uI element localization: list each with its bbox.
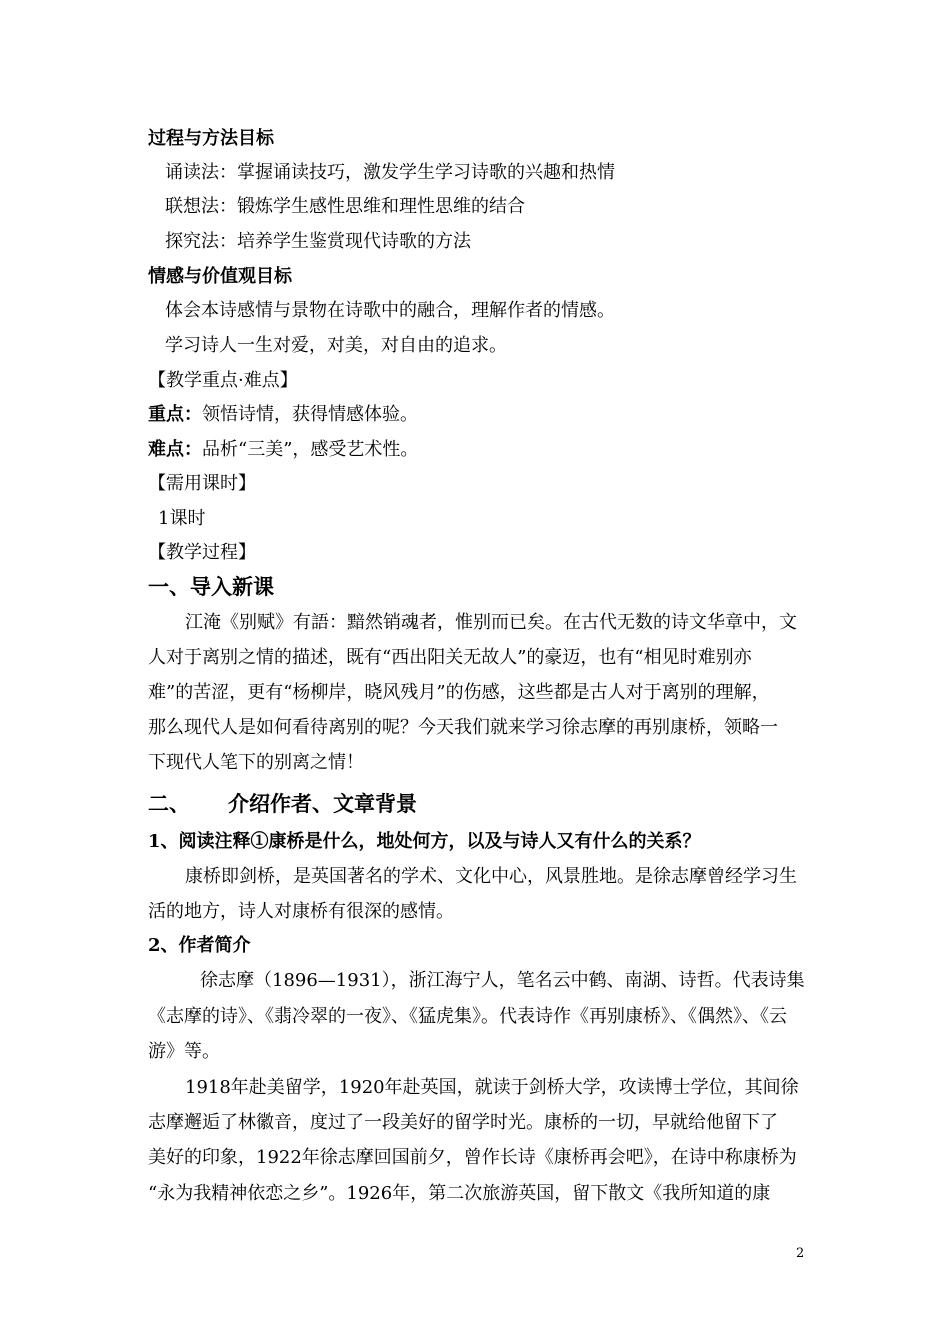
page-number: 2 <box>796 1246 805 1261</box>
intro-line-5: 下现代人笔下的别离之情！ <box>148 752 364 773</box>
process-header: 【教学过程】 <box>148 542 256 563</box>
intro-line-3: 难”的苦涩，更有“杨柳岸，晓风残月”的伤感，这些都是古人对于离别的理解， <box>148 682 770 703</box>
intro-line-1: 江淹《别赋》有語：黯然销魂者，惟别而已矣。在古代无数的诗文华章中，文 <box>185 612 797 633</box>
question-2: 2、作者简介 <box>148 935 251 956</box>
bio2-line-3: 美好的印象，1922年徐志摩回国前夕，曾作长诗《康桥再会吧》，在诗中称康桥为 <box>148 1147 797 1168</box>
intro-line-2: 人对于离别之情的描述，既有“西出阳关无故人”的豪迈，也有“相见时难别亦 <box>148 647 752 668</box>
bio2-line-1: 1918年赴美留学，1920年赴英国，就读于剑桥大学，攻读博士学位，其间徐 <box>185 1077 799 1098</box>
answer-1-line-1: 康桥即剑桥，是英国著名的学术、文化中心，风景胜地。是徐志摩曾经学习生 <box>185 866 797 887</box>
emotion-goal-heading: 情感与价值观目标 <box>148 266 292 287</box>
key-text: 领悟诗情，获得情感体验。 <box>202 404 418 425</box>
emotion-line-2: 学习诗人一生对爱，对美，对自由的追求。 <box>165 335 507 356</box>
bio2-line-4: “永为我精神依恋之乡”。1926年，第二次旅游英国，留下散文《我所知道的康 <box>148 1183 771 1204</box>
key-difficulty-header: 【教学重点·难点】 <box>148 370 298 391</box>
key-label: 重点： <box>148 404 202 425</box>
bio-line-1: 徐志摩（1896—1931），浙江海宁人，笔名云中鹤、南湖、诗哲。代表诗集 <box>200 970 805 991</box>
difficulty-label: 难点： <box>148 439 202 460</box>
difficult-point <box>148 437 808 463</box>
hours-header: 【需用课时】 <box>148 473 256 494</box>
process-goal-heading: 过程与方法目标 <box>148 128 274 149</box>
section-2-title <box>148 791 808 817</box>
difficulty-text: 品析“三美”，感受艺术性。 <box>202 439 419 460</box>
section-1-title: 一、导入新课 <box>148 574 274 599</box>
hours-value: 1课时 <box>158 508 206 529</box>
question-1: 1、阅读注释①康桥是什么，地处何方，以及与诗人又有什么的关系？ <box>148 831 701 852</box>
key-point <box>148 402 808 428</box>
bio-line-3: 游》等。 <box>148 1041 220 1062</box>
method-explore: 探究法：培养学生鉴赏现代诗歌的方法 <box>165 231 471 252</box>
answer-1-line-2: 活的地方，诗人对康桥有很深的感情。 <box>148 901 454 922</box>
method-recite: 诵读法：掌握诵读技巧，激发学生学习诗歌的兴趣和热情 <box>165 162 615 183</box>
bio2-line-2: 志摩邂逅了林徽音，度过了一段美好的留学时光。康桥的一切，早就给他留下了 <box>148 1112 778 1133</box>
intro-line-4: 那么现代人是如何看待离别的呢？今天我们就来学习徐志摩的再别康桥，领略一 <box>148 717 778 738</box>
section-2-text: 介绍作者、文章背景 <box>228 791 417 816</box>
section-2-number: 二、 <box>148 791 190 816</box>
emotion-line-1: 体会本诗感情与景物在诗歌中的融合，理解作者的情感。 <box>165 300 615 321</box>
method-associate: 联想法：锻炼学生感性思维和理性思维的结合 <box>165 196 525 217</box>
bio-line-2: 《志摩的诗》、《翡冷翠的一夜》、《猛虎集》。代表诗作《再别康桥》、《偶然》、《云 <box>148 1006 787 1027</box>
